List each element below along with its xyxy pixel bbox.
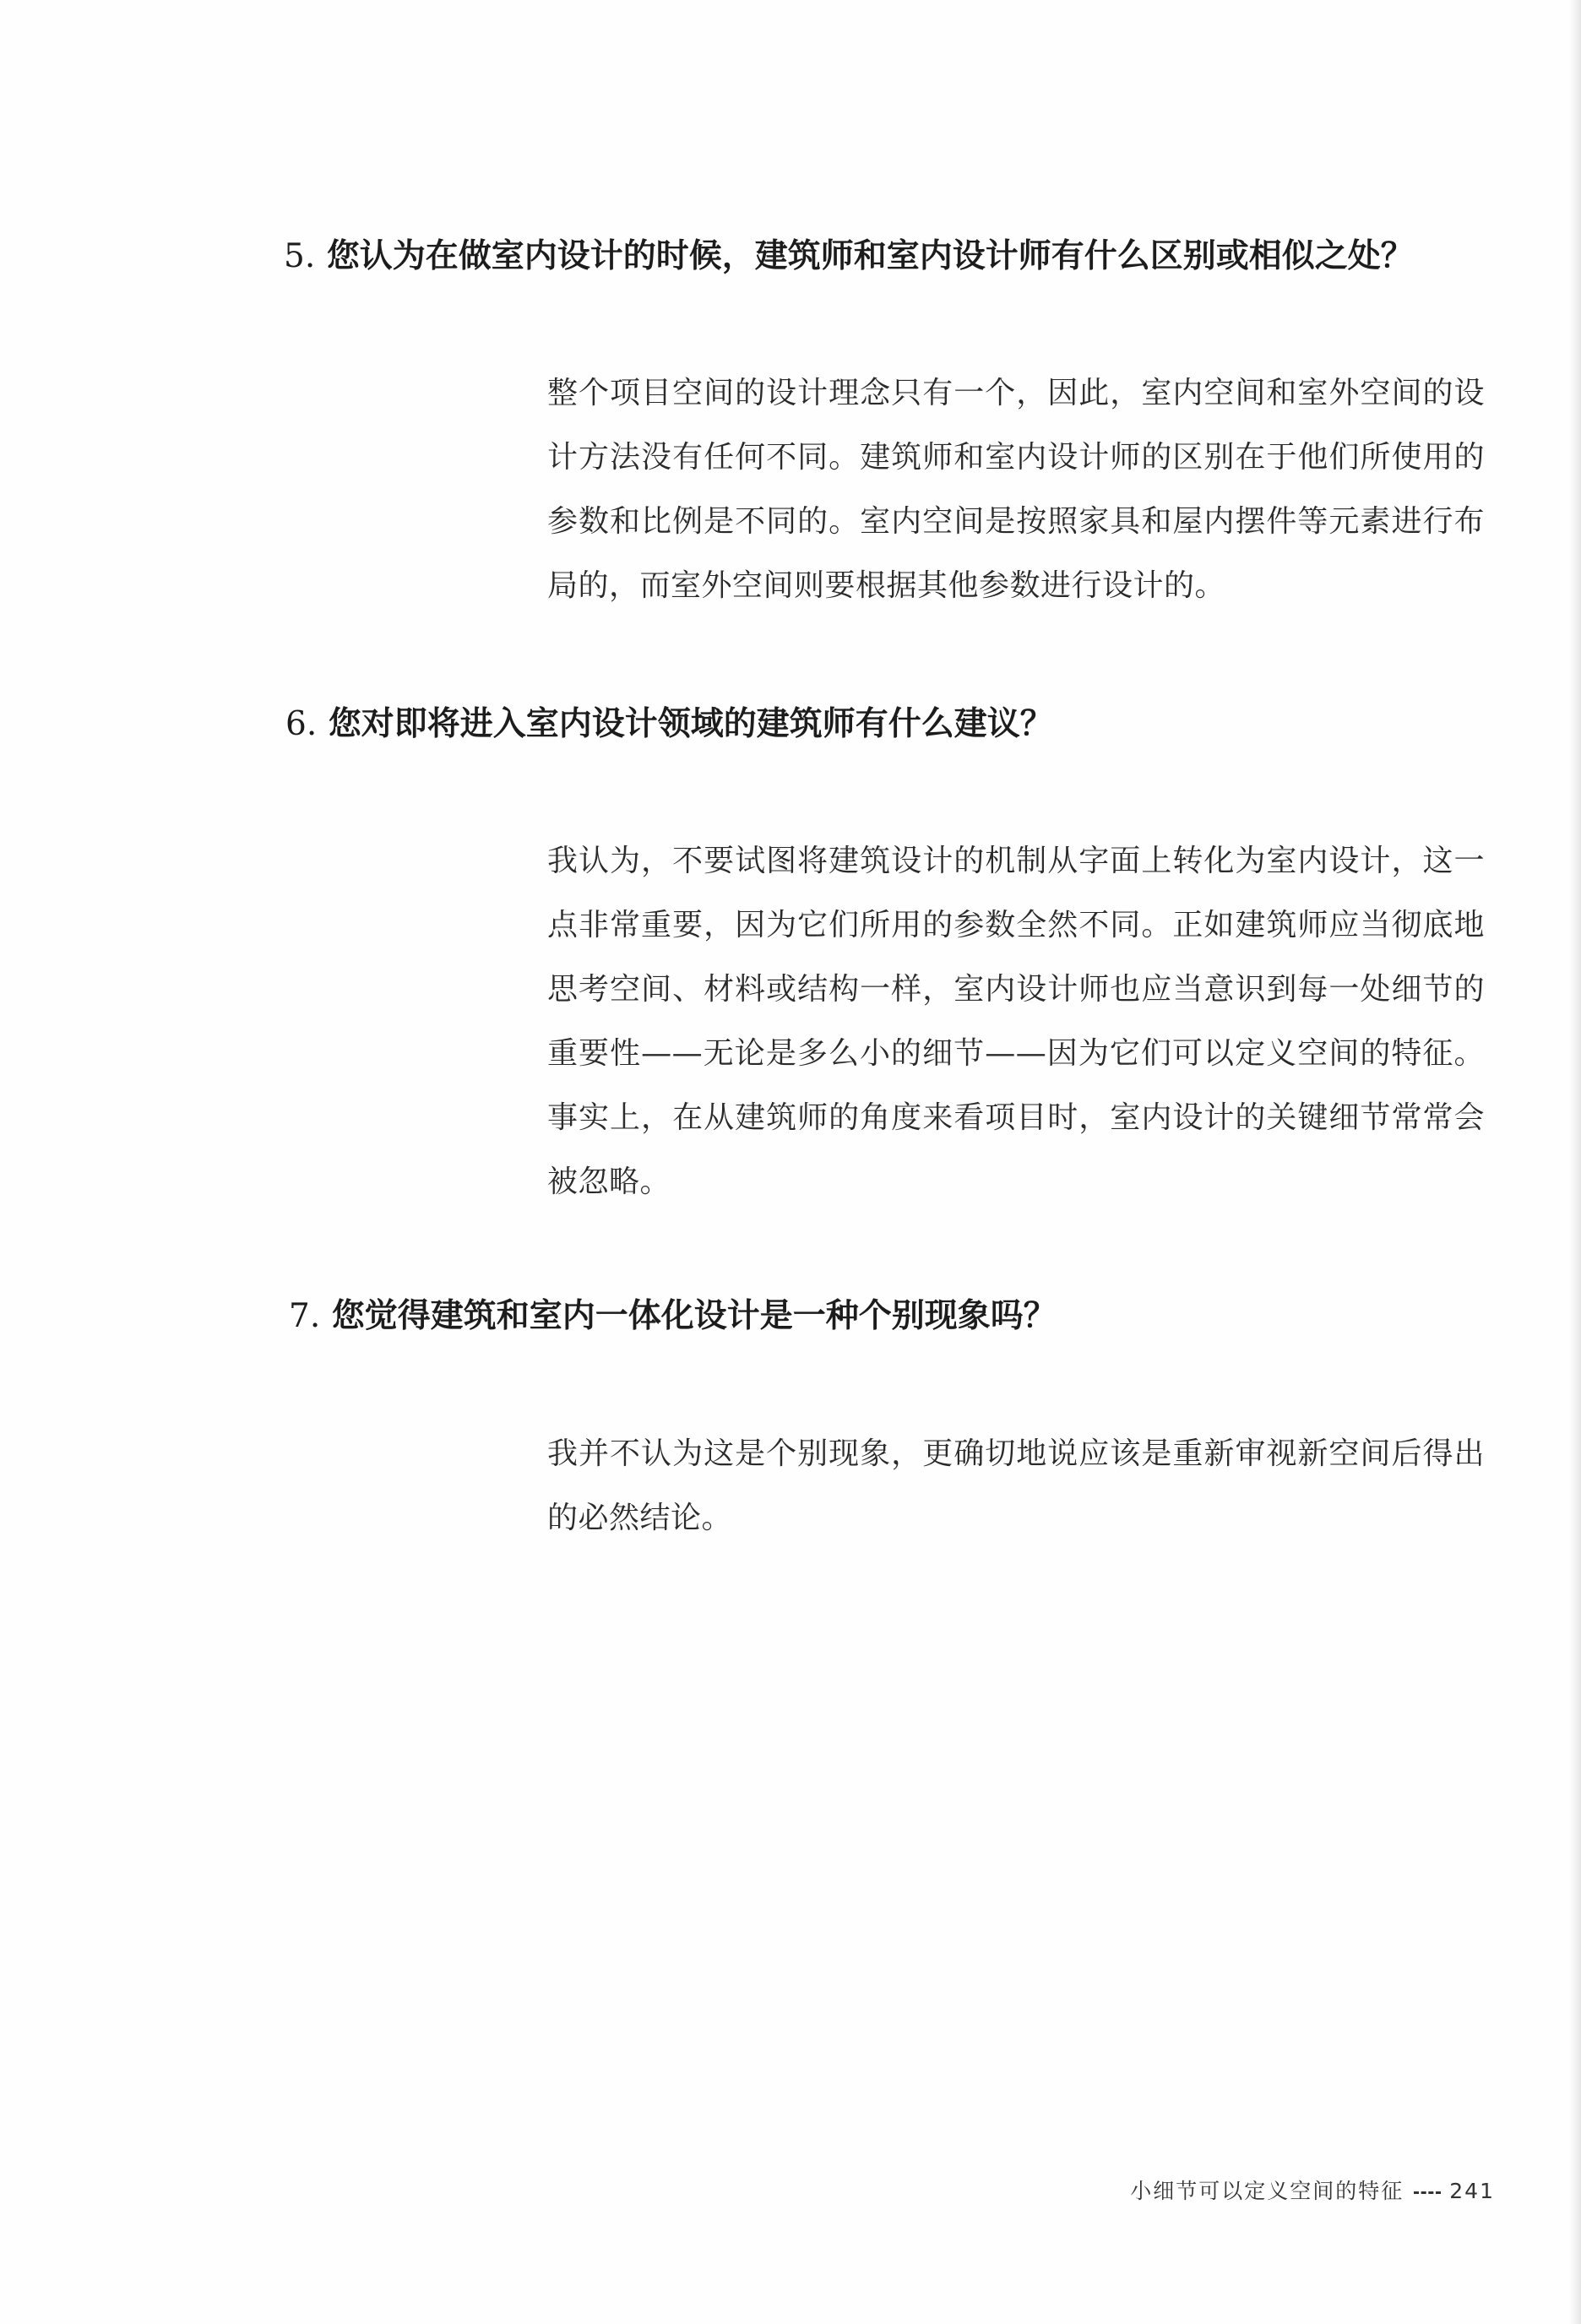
question-5 — [284, 233, 1414, 280]
question-7-number: 7. — [289, 1297, 321, 1335]
page-number: 241 — [1449, 2179, 1495, 2203]
question-6-number: 6. — [285, 705, 318, 743]
answer-5: 整个项目空间的设计理念只有一个，因此，室内空间和室外空间的设计方法没有任何不同。建筑师和室内设计师的区别在于他们所使用的参数和比例是不同的。室内空间是按照家具和屋内摆件等元素进行布局的，而室外空间则要根据其他参数进行设计的。 — [547, 376, 1485, 603]
answer-6: 我认为，不要试图将建筑设计的机制从字面上转化为室内设计，这一点非常重要，因为它们所用的参数全然不同。正如建筑师应当彻底地思考空间、材料或结构一样，室内设计师也应当意识到每一处细节的重要性——无论是多么小的细节——因为它们可以定义空间的特征。事实上，在从建筑师的角度来看项目时，室内设计的关键细节常常会被忽略。 — [547, 844, 1485, 1199]
question-6 — [285, 701, 1053, 747]
running-footer — [1106, 2177, 1495, 2206]
question-6-text: 您对即将进入室内设计领域的建筑师有什么建议？ — [328, 704, 1053, 743]
running-title: 小细节可以定义空间的特征 — [1130, 2179, 1404, 2203]
question-5-text: 您认为在做室内设计的时候，建筑师和室内设计师有什么区别或相似之处？ — [326, 236, 1414, 275]
footer-dash-rule — [1414, 2191, 1441, 2194]
question-7 — [289, 1293, 1057, 1339]
question-7-text: 您觉得建筑和室内一体化设计是一种个别现象吗？ — [331, 1296, 1057, 1335]
answer-7: 我并不认为这是个别现象，更确切地说应该是重新审视新空间后得出的必然结论。 — [547, 1436, 1485, 1535]
page-edge-shadow — [1569, 0, 1581, 2324]
question-5-number: 5. — [284, 237, 316, 275]
